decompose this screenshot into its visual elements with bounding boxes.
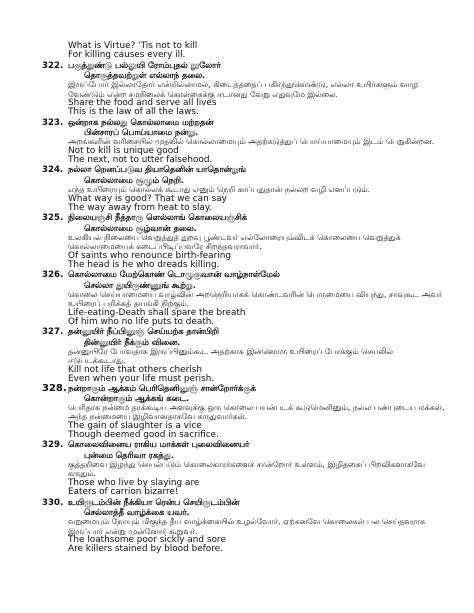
couplet-line-2: செல்லாத்தீ வாழ்க்கை யவர். (84, 506, 190, 517)
couplet-text: பகுத்துண்டு பல்லுயி ரோம்புதல் நூலோர் (68, 59, 221, 70)
verse-324 (42, 164, 434, 213)
english-line: What is Virtue? 'Tis not to kill (68, 41, 198, 51)
verse-number: 327. (42, 327, 64, 338)
verse-330 (42, 496, 434, 555)
gloss-line: அந்த நன்மையை இழிவானதாகவே கருதுவார்கள். (68, 412, 248, 422)
couplet-text: நிலையஞ்சி நீத்தாரு ளெல்லாங் கொலையஞ்சிக் (68, 212, 247, 223)
verse-number: 325. (42, 213, 64, 224)
english-line: Kill not life that others cherish (68, 364, 202, 375)
couplet-line-2: தின்னுயிர் நீக்கும் வினை. (84, 336, 181, 347)
english-line: Even when your life must perish. (68, 374, 215, 385)
english-line: The way away from heat to slay. (68, 202, 212, 213)
couplet-text: உயிருடம்பின் நீக்கியா ரென்ப செயிருடம்பின் (68, 496, 240, 507)
gloss-line: குத்தறிவை இழந்து செயல்படும் கொலைகாரர்களைச் சான்றோர் உள்ளம், இழிதகைப் பிறவிகளாகவே (68, 460, 425, 470)
verse-number: 330. (42, 497, 64, 508)
couplet-text: நன்றாகும் ஆக்கம் பெரிதெனினுஞ் சான்றோர்க்குக் (68, 383, 256, 394)
verse-number: 324. (42, 165, 64, 176)
gloss-line: கொல்லாமையைக் கடைப்பிடிப்பவரே சிறந்தவராவார். (68, 242, 262, 252)
english-line: Not to kill is unique good (68, 145, 179, 156)
verse-number: 326. (42, 270, 64, 281)
verse-326 (42, 269, 443, 327)
gloss-line: இருப்போர் இல்லாதோர் என்றில்லாமல், கிடைத்ததைப் பகிர்ந்துகொண்டு, எல்லா உயிர்களும் வாழ (68, 80, 418, 90)
english-line: Life-eating-Death shall spare the breath (68, 307, 246, 318)
gloss-line: ஈடுபடக்கூடாது. (68, 356, 126, 366)
couplet-line-1 (42, 212, 434, 224)
gloss-line: பெரிதாக நன்மை தரக்கூடிய அளவுக்கு ஒரு கொலை பயன்படக் கூடுமெனினும், நல்ல பண்புடைய மக்கள், (68, 403, 445, 413)
intro-translation (58, 42, 434, 61)
verse-number: 329. (42, 440, 64, 451)
english-line: Those who live by slaying are (68, 477, 200, 488)
english-line: Of saints who renounce birth-fearing (68, 250, 231, 261)
english-line: Are killers stained by blood before. (68, 544, 223, 555)
gloss-line: உலகியல் நிலையை வெறுத்துத் துறவு பூண்டவர் எல்லோரையும்விடக் கொலையை வெறுத்துக் (68, 232, 401, 242)
gloss-line: கொலை செய்யாமையை வாழ்வின் அறநெறியாகக் கொண்டவரின் பெருமையை வியந்து, சாவுகூட அவர் (68, 289, 443, 299)
english-line: Of him who no life puts to death. (68, 316, 215, 327)
couplet-line-2: புன்மை தெரிவா ரகத்து. (84, 449, 174, 460)
couplet-line-2: தொகுத்தவற்றுள் எல்லாந் தலை. (84, 70, 206, 81)
gloss-line: வறுமையும் நோயும் மிகுந்த தீய வாழ்க்கையில் உழல்வோர், ஏற்கனவே கொலைகள் பல செய்தவராக (68, 517, 426, 527)
gloss-line: அறங்களின் வரிசையில் முதலில் கொல்லாமையும் அதற்கடுத்துப் பொய்யாமையும் இடம் பெறுகின்றன. (68, 137, 435, 147)
english-line: Share the food and serve all lives (68, 98, 217, 109)
couplet-line-2: கொல்லாமை சூழ்வான் தலை. (84, 222, 197, 233)
english-line: The head is he who dreads killing. (68, 259, 220, 270)
gloss-line: உயிரைப் பறிக்கத் தயங்கி நிற்கும். (68, 299, 190, 309)
verse-328 (42, 383, 445, 441)
english-line: Eaters of carrion bizarre! (68, 487, 179, 498)
gloss-line: தன்னுயிரே போவதாக இருப்பினும்கூட அதற்காக இன்னொரு உயிரைப் போக்கும் செயலில் (68, 347, 394, 356)
verse-329 (42, 439, 434, 498)
verse-323 (42, 116, 435, 166)
gloss-line: கருதும். (68, 469, 97, 479)
verse-number: 322. (42, 60, 64, 71)
english-line: The next, not to utter falsehood. (68, 155, 213, 166)
english-line: What way is good? That we can say (68, 193, 227, 204)
verse-number: 323. (42, 117, 64, 128)
english-line: For killing causes every ill. (68, 50, 186, 61)
english-line: The gain of slaughter is a vice (68, 420, 202, 431)
verse-327 (42, 326, 434, 385)
english-line: This is the law of all the laws. (68, 107, 199, 118)
couplet-line-2: பின்சாரப் பொய்யாமை நன்று. (84, 127, 199, 138)
verse-325 (42, 212, 434, 270)
gloss-line: எந்த உயிரையும் கொல்லக் கூடாது எனும் நெறி காப்பதுதான் நல்லற வழி எனப்படும். (68, 185, 371, 195)
couplet-text: கொல்லாமை மேற்கொண் டொழுகுவான் வாழ்நாள்மேல் (68, 269, 280, 280)
gloss-line: இருப்பார் என்று முன்னோர் கூறுவர். (68, 526, 198, 536)
english-line: The loathsome poor sickly and sore (68, 534, 226, 545)
english-line: Though deemed good in sacrifice. (68, 430, 219, 441)
couplet-line-2: செல்லா துயிருண்ணுங் கூற்று. (84, 279, 196, 290)
verse-number: 328. (42, 383, 67, 395)
couplet-line-2: கொன்றாகும் ஆக்கங் கடை. (84, 392, 190, 403)
couplet-text: நல்லா றெனப்படுவ தியாதெனின் யாதொன்றுங் (68, 164, 246, 175)
couplet-text: கொலைவினைய ராகிய மாக்கள் புலைவினையர் (68, 439, 250, 450)
gloss-line: வேண்டும் என்ற சமநிலைக் கொள்கைக்கு ஈடானது வேறு எதுவுமே இல்லை. (68, 89, 339, 99)
couplet-line-2: கொல்லாமை சூழும் நெறி. (84, 174, 185, 185)
couplet-text: ஒன்றாக நல்லது கொல்லாமை மற்றதன் (68, 116, 214, 127)
verse-322 (42, 59, 434, 118)
couplet-text: தன்னுயிர் நீப்பினுஞ் செய்யற்க தான்பிறி (68, 326, 219, 337)
